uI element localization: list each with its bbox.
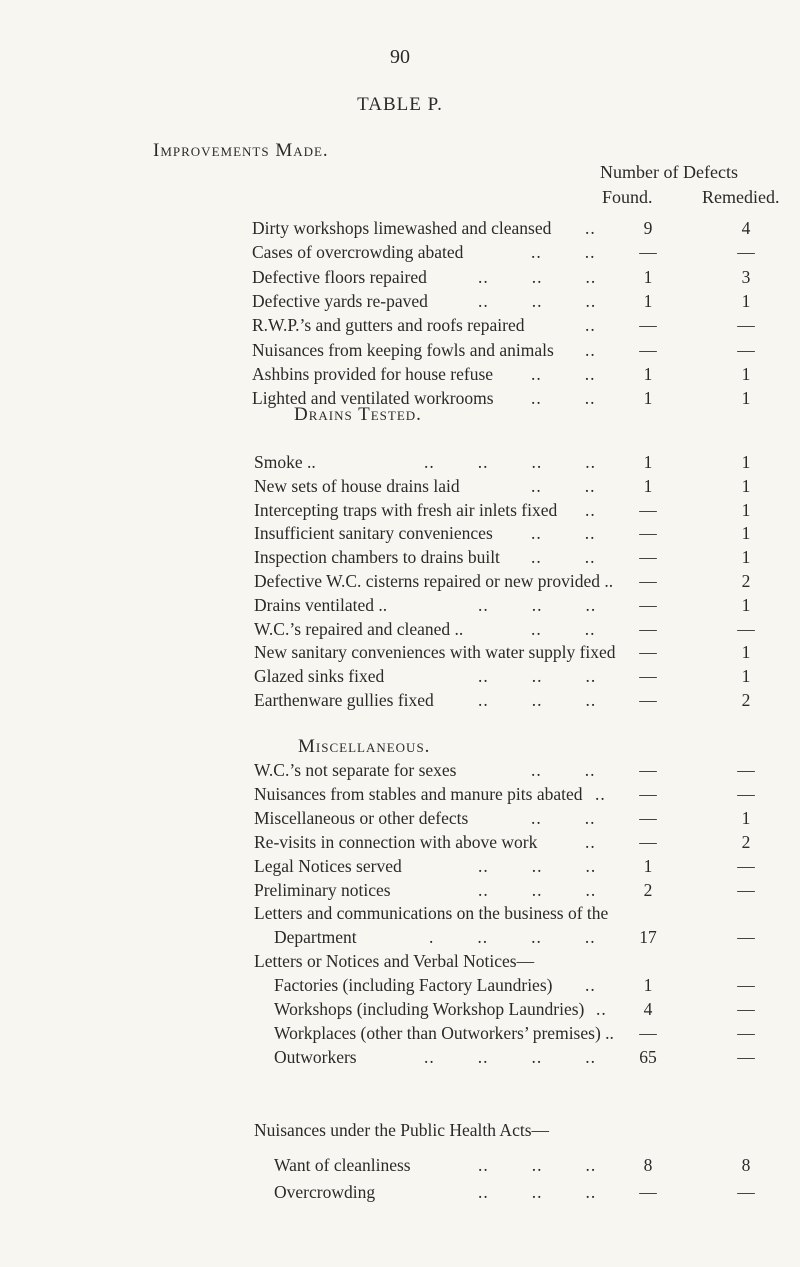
row-label: W.C.’s not separate for sexes [254, 760, 457, 780]
row-leader-dots: .. .. .. [478, 1182, 597, 1202]
row-leader-dots: .. .. [531, 388, 596, 409]
defects-found-value: 8 [643, 1155, 653, 1175]
row-label: R.W.P.’s and gutters and roofs repaired [252, 315, 525, 336]
defects-remedied-value: — [737, 242, 755, 263]
row-leader-dots: .. .. .. [478, 855, 597, 876]
row-leader-dots: .. .. .. [478, 290, 597, 311]
defects-found-value: — [639, 690, 657, 710]
row-label: Workshops (including Workshop Laundries) [274, 999, 585, 1019]
row-label: Intercepting traps with fresh air inlets fixed [254, 499, 558, 520]
row-leader-dots: .. .. [531, 547, 596, 568]
row-label: Miscellaneous or other defects [254, 807, 469, 828]
defects-found-value: 17 [639, 927, 657, 948]
defects-remedied-value: 2 [741, 571, 751, 591]
table-row [0, 1178, 800, 1206]
table-title: TABLE P. [357, 94, 443, 115]
defects-found-value: 9 [643, 218, 653, 238]
defects-remedied-value: 1 [741, 475, 751, 496]
defects-found-value: — [639, 499, 657, 520]
defects-remedied-value: — [737, 855, 755, 876]
row-leader-dots: .. .. .. [478, 690, 597, 710]
defects-found-value: 2 [643, 879, 653, 900]
row-leader-dots: .. .. [531, 618, 596, 639]
row-leader-dots: .. .. .. .. [424, 1046, 596, 1067]
row-label: Ashbins provided for house refuse [252, 363, 494, 384]
table-row [0, 1043, 800, 1071]
defects-found-value: 1 [643, 452, 653, 472]
row-label: Overcrowding [274, 1182, 376, 1202]
defects-remedied-value: 8 [741, 1155, 751, 1175]
defects-found-value: 1 [643, 363, 653, 384]
table-row [0, 1151, 800, 1179]
row-label: Glazed sinks fixed [254, 666, 385, 687]
defects-found-value: — [639, 1022, 657, 1043]
row-label: Outworkers [274, 1046, 357, 1067]
defects-found-value: — [639, 807, 657, 828]
row-label: Preliminary notices [254, 879, 391, 900]
row-label: Nuisances from stables and manure pits abated [254, 783, 583, 804]
row-leader-dots: .. .. .. [478, 1155, 597, 1175]
row-leader-dots: .. .. .. [478, 594, 597, 615]
column-heading-found: Found. [602, 187, 653, 207]
row-label: Earthenware gullies fixed [254, 690, 434, 710]
defects-remedied-value: — [737, 999, 755, 1019]
row-label: Want of cleanliness [274, 1155, 411, 1175]
defects-found-value: 1 [643, 475, 653, 496]
defects-found-value: 1 [643, 290, 653, 311]
defects-found-value: 1 [643, 388, 653, 409]
defects-remedied-value: 2 [741, 690, 751, 710]
defects-found-value: 65 [639, 1046, 657, 1067]
row-label: Defective floors repaired [252, 266, 427, 287]
defects-remedied-value: 1 [741, 666, 751, 687]
defects-found-value: 1 [643, 975, 653, 996]
defects-remedied-value: 1 [741, 388, 751, 409]
defects-found-value: — [639, 523, 657, 544]
defects-remedied-value: 3 [741, 266, 751, 287]
defects-remedied-value: — [737, 975, 755, 996]
defects-found-value: — [639, 242, 657, 263]
section-heading-misc: Miscellaneous. [298, 736, 431, 757]
row-label: Cases of overcrowding abated [252, 242, 464, 263]
defects-remedied-value: 1 [741, 290, 751, 311]
defects-found-value: 1 [643, 266, 653, 287]
row-label: Defective yards re-paved [252, 290, 428, 311]
defects-found-value: — [639, 783, 657, 804]
row-label: W.C.’s repaired and cleaned .. [254, 618, 464, 639]
row-leader-dots: .. .. [531, 475, 596, 496]
row-leader-dots: .. [585, 975, 596, 996]
defects-found-value: — [639, 547, 657, 568]
defects-found-value: — [639, 618, 657, 639]
defects-remedied-value: — [737, 1046, 755, 1067]
column-group-heading: Number of Defects [600, 162, 738, 182]
row-leader-dots: .. .. .. [478, 879, 597, 900]
row-label: Department [274, 927, 357, 948]
defects-found-value: — [639, 642, 657, 663]
defects-remedied-value: — [737, 783, 755, 804]
defects-remedied-value: — [737, 879, 755, 900]
row-label: New sets of house drains laid [254, 475, 460, 496]
row-label: Drains ventilated .. [254, 594, 388, 615]
defects-found-value: — [639, 666, 657, 687]
defects-remedied-value: 1 [741, 452, 751, 472]
row-leader-dots: .. [595, 783, 606, 804]
column-heading-remedied: Remedied. [702, 187, 780, 207]
defects-remedied-value: 1 [741, 807, 751, 828]
row-leader-dots: .. [585, 831, 596, 852]
defects-found-value: — [639, 1182, 657, 1202]
row-leader-dots: .. .. [531, 363, 596, 384]
section-heading-improvements: Improvements Made. [153, 140, 329, 161]
defects-remedied-value: — [737, 760, 755, 780]
defects-found-value: — [639, 339, 657, 360]
row-label: Re-visits in connection with above work [254, 831, 538, 852]
defects-remedied-value: — [737, 927, 755, 948]
row-leader-dots: . .. .. .. [429, 927, 596, 948]
defects-remedied-value: — [737, 618, 755, 639]
row-label: New sanitary conveniences with water supply fixed [254, 642, 616, 663]
defects-found-value: — [639, 831, 657, 852]
row-leader-dots: .. .. [531, 523, 596, 544]
defects-remedied-value: 1 [741, 499, 751, 520]
section-heading-drains: Drains Tested. [294, 404, 422, 425]
defects-remedied-value: 2 [741, 831, 751, 852]
defects-remedied-value: 1 [741, 642, 751, 663]
row-label: Legal Notices served [254, 855, 402, 876]
row-leader-dots: .. [585, 218, 596, 238]
row-leader-dots: .. [585, 315, 596, 336]
row-label: Dirty workshops limewashed and cleansed [252, 218, 552, 238]
defects-remedied-value: — [737, 315, 755, 336]
row-leader-dots: .. .. .. [478, 666, 597, 687]
row-leader-dots: .. [585, 499, 596, 520]
defects-remedied-value: 1 [741, 523, 751, 544]
row-label: Workplaces (other than Outworkers’ premises) .. [274, 1022, 614, 1043]
row-label: Inspection chambers to drains built [254, 547, 500, 568]
defects-found-value: 1 [643, 855, 653, 876]
defects-remedied-value: — [737, 1022, 755, 1043]
defects-remedied-value: 1 [741, 547, 751, 568]
row-leader-dots: .. .. [531, 760, 596, 780]
nuisances-heading: Nuisances under the Public Health Acts— [254, 1120, 550, 1140]
defects-found-value: — [639, 315, 657, 336]
page-number: 90 [390, 46, 410, 68]
row-leader-dots: .. [596, 999, 607, 1019]
row-label: Factories (including Factory Laundries) [274, 975, 553, 996]
row-leader-dots: .. [585, 339, 596, 360]
row-leader-dots: .. .. [531, 807, 596, 828]
defects-found-value: 4 [643, 999, 653, 1019]
defects-found-value: — [639, 571, 657, 591]
row-label: Smoke .. [254, 452, 316, 472]
row-label: Lighted and ventilated workrooms [252, 388, 494, 409]
row-label: Nuisances from keeping fowls and animals [252, 339, 554, 360]
row-leader-dots: .. .. .. .. [424, 452, 596, 472]
table-row [0, 686, 800, 714]
row-label: Insufficient sanitary conveniences [254, 523, 493, 544]
defects-remedied-value: 1 [741, 594, 751, 615]
row-label: Letters and communications on the business of the [254, 903, 609, 924]
row-leader-dots: .. .. [531, 242, 596, 263]
defects-remedied-value: 1 [741, 363, 751, 384]
row-label: Letters or Notices and Verbal Notices— [254, 951, 535, 972]
row-label: Defective W.C. cisterns repaired or new provided .. [254, 571, 614, 591]
defects-remedied-value: 4 [741, 218, 751, 238]
row-leader-dots: .. .. .. [478, 266, 597, 287]
defects-found-value: — [639, 760, 657, 780]
defects-remedied-value: — [737, 339, 755, 360]
defects-found-value: — [639, 594, 657, 615]
defects-remedied-value: — [737, 1182, 755, 1202]
